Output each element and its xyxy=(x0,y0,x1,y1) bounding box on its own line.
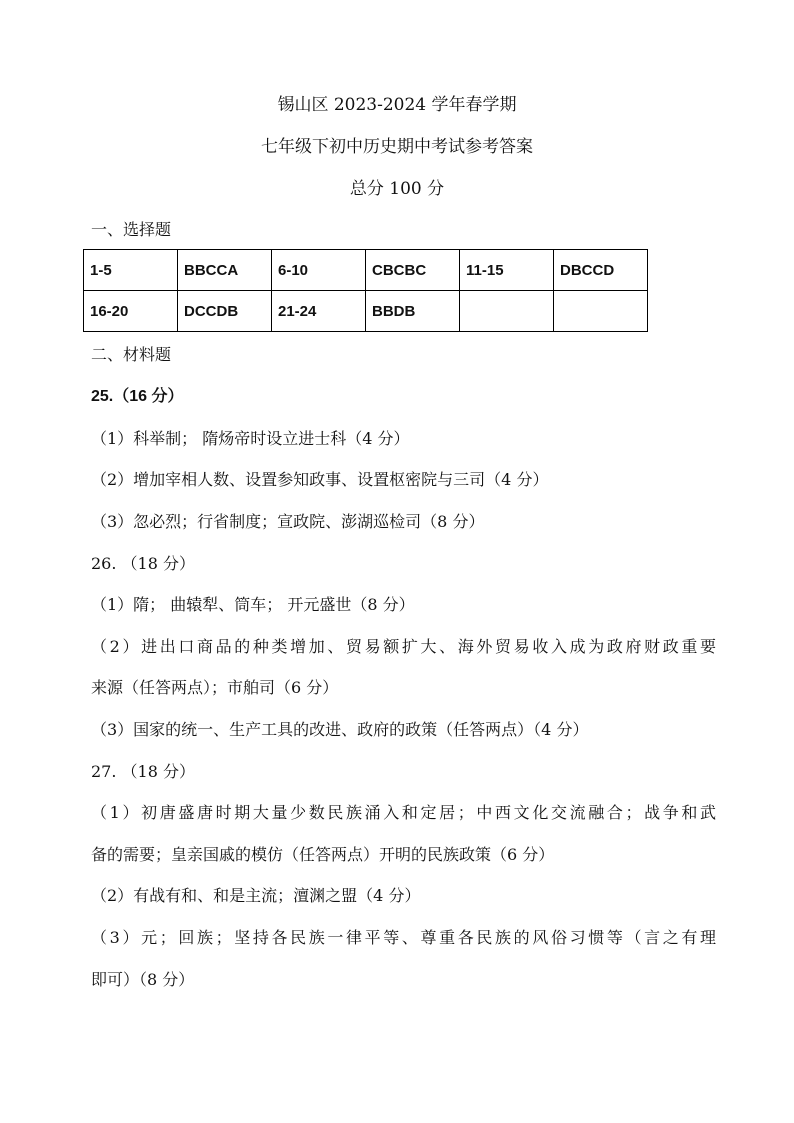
question-25-answer-1: （1）科举制； 隋炀帝时设立进士科（4 分） xyxy=(91,429,410,448)
table-cell: 16-20 xyxy=(84,291,178,332)
question-27-answer-2: （2）有战有和、和是主流；澶渊之盟（4 分） xyxy=(91,886,421,905)
table-cell: 1-5 xyxy=(84,250,178,291)
question-27-answer-3-line-2: 即可）（8 分） xyxy=(91,970,195,989)
table-row xyxy=(84,291,648,332)
total-score: 总分 100 分 xyxy=(349,179,445,199)
question-26-answer-2-line-1: （2）进出口商品的种类增加、贸易额扩大、海外贸易收入成为政府财政重要 xyxy=(91,637,716,656)
question-26-answer-3: （3）国家的统一、生产工具的改进、政府的政策（任答两点）（4 分） xyxy=(91,720,589,739)
table-cell: BBCCA xyxy=(178,250,272,291)
table-row xyxy=(84,250,648,291)
question-27-answer-1-line-1: （1）初唐盛唐时期大量少数民族涌入和定居；中西文化交流融合；战争和武 xyxy=(91,803,716,822)
document-title: 锡山区 2023-2024 学年春学期 xyxy=(277,95,517,115)
question-26-answer-2-line-2: 来源（任答两点）；市舶司（6 分） xyxy=(91,678,339,697)
question-25-title: 25.（16 分） xyxy=(91,388,184,405)
question-26-title: 26. （18 分） xyxy=(91,554,195,573)
table-cell xyxy=(460,291,554,332)
document-subtitle: 七年级下初中历史期中考试参考答案 xyxy=(261,137,533,157)
answer-table xyxy=(83,249,648,332)
table-cell: DBCCD xyxy=(554,250,648,291)
section-heading-choice: 一、选择题 xyxy=(91,220,172,239)
table-cell: CBCBC xyxy=(366,250,460,291)
question-26-answer-1: （1）隋； 曲辕犁、筒车； 开元盛世（8 分） xyxy=(91,595,415,614)
table-cell: DCCDB xyxy=(178,291,272,332)
question-27-title: 27. （18 分） xyxy=(91,762,195,781)
section-heading-material: 二、材料题 xyxy=(91,345,172,364)
question-25-answer-2: （2）增加宰相人数、设置参知政事、设置枢密院与三司（4 分） xyxy=(91,470,549,489)
question-27-answer-3-line-1: （3）元；回族；坚持各民族一律平等、尊重各民族的风俗习惯等（言之有理 xyxy=(91,928,716,947)
table-cell: 6-10 xyxy=(272,250,366,291)
table-cell: 11-15 xyxy=(460,250,554,291)
question-25-answer-3: （3）忽必烈；行省制度；宣政院、澎湖巡检司（8 分） xyxy=(91,512,485,531)
question-27-answer-1-line-2: 备的需要；皇亲国戚的模仿（任答两点）开明的民族政策（6 分） xyxy=(91,845,555,864)
table-cell: 21-24 xyxy=(272,291,366,332)
table-cell xyxy=(554,291,648,332)
table-cell: BBDB xyxy=(366,291,460,332)
